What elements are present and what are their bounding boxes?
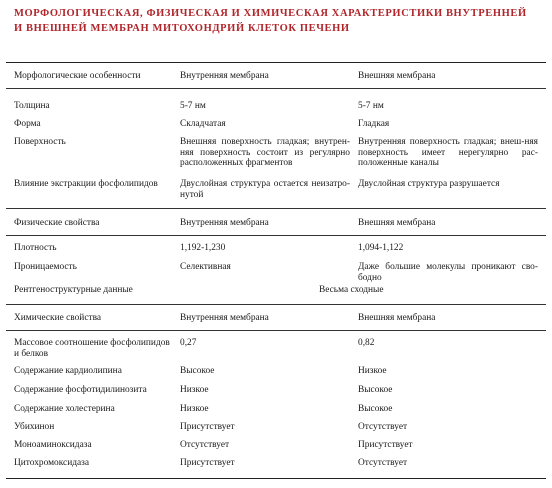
phys-row-outer: Даже большие молекулы проникают сво-бодно	[358, 262, 538, 283]
morph-row-inner: Внешняя поверхность гладкая; внутрен-няя поверхность состоит из регулярно расположенных фрагментов	[180, 137, 350, 168]
chem-row-outer: Высокое	[358, 404, 393, 414]
morph-row-label: Толщина	[14, 101, 50, 111]
chem-row-outer: Высокое	[358, 385, 393, 395]
chem-row-label: Убихинон	[14, 422, 55, 432]
chem-header-outer: Внешняя мембрана	[358, 313, 436, 323]
chem-row-label: Массовое соотношение фосфолипидов и белков	[14, 338, 170, 359]
chem-row-inner: Отсутствует	[180, 440, 230, 450]
chem-row-outer: Присутствует	[358, 440, 413, 450]
phys-header-rule	[6, 235, 546, 236]
chem-header-inner: Внутренняя мембрана	[180, 313, 269, 323]
morph-header-label: Морфологические особенности	[14, 71, 141, 81]
bottom-rule	[6, 478, 546, 479]
section-rule	[6, 304, 546, 305]
morph-row-inner: Двуслойная структура остается неизатро-нутой	[180, 179, 350, 200]
phys-row-label: Проницаемость	[14, 262, 77, 272]
morph-row-outer: Гладкая	[358, 119, 390, 129]
chem-row-outer: Низкое	[358, 366, 387, 376]
section-rule	[6, 208, 546, 209]
phys-row-inner: Селективная	[180, 262, 231, 272]
chem-row-inner: Высокое	[180, 366, 215, 376]
chem-row-inner: 0,27	[180, 338, 197, 348]
chem-row-label: Моноаминоксидаза	[14, 440, 92, 450]
morph-header-rule	[6, 88, 546, 89]
phys-header-outer: Внешняя мембрана	[358, 218, 436, 228]
chem-header-label: Химические свойства	[14, 313, 102, 323]
morph-row-outer: Двуслойная структура разрушается	[358, 179, 500, 189]
phys-row-outer: 1,094-1,122	[358, 243, 404, 253]
morph-row-inner: Складчатая	[180, 119, 226, 129]
morph-row-label: Влияние экстракции фосфолипидов	[14, 179, 158, 189]
title-line-1: МОРФОЛОГИЧЕСКАЯ, ФИЗИЧЕСКАЯ И ХИМИЧЕСКАЯ ХАРАКТЕРИСТИКИ ВНУТРЕННЕЙ	[14, 8, 527, 19]
chem-row-label: Содержание фосфотидилинозита	[14, 385, 147, 395]
morph-header-outer: Внешняя мембрана	[358, 71, 436, 81]
morph-row-outer: 5-7 нм	[358, 101, 384, 111]
chem-row-label: Содержание холестерина	[14, 404, 115, 414]
phys-header-label: Физические свойства	[14, 218, 100, 228]
chem-row-inner: Низкое	[180, 404, 209, 414]
chem-row-outer: Отсутствует	[358, 458, 408, 468]
phys-row-label: Плотность	[14, 243, 57, 253]
chem-row-outer: 0,82	[358, 338, 375, 348]
morph-row-outer: Внутренняя поверхность гладкая; внеш-няя поверхность имеет нерегулярно рас-положенные каналы	[358, 137, 538, 168]
phys-row-inner: 1,192-1,230	[180, 243, 226, 253]
chem-row-inner: Присутствует	[180, 458, 235, 468]
xray-value: Весьма сходные	[319, 285, 384, 295]
xray-label: Рентгеноструктурные данные	[14, 285, 133, 295]
morph-row-label: Форма	[14, 119, 41, 129]
chem-row-inner: Низкое	[180, 385, 209, 395]
top-rule	[6, 62, 546, 63]
table-title	[14, 6, 544, 36]
morph-header-inner: Внутренняя мембрана	[180, 71, 269, 81]
phys-header-inner: Внутренняя мембрана	[180, 218, 269, 228]
chem-row-label: Содержание кардиолипина	[14, 366, 122, 376]
chem-header-rule	[6, 330, 546, 331]
morph-row-inner: 5-7 нм	[180, 101, 206, 111]
chem-row-label: Цитохромоксидаза	[14, 458, 90, 468]
chem-row-outer: Отсутствует	[358, 422, 408, 432]
chem-row-inner: Присутствует	[180, 422, 235, 432]
morph-row-label: Поверхность	[14, 137, 66, 147]
title-line-2: И ВНЕШНЕЙ МЕМБРАН МИТОХОНДРИЙ КЛЕТОК ПЕЧЕНИ	[14, 23, 350, 34]
